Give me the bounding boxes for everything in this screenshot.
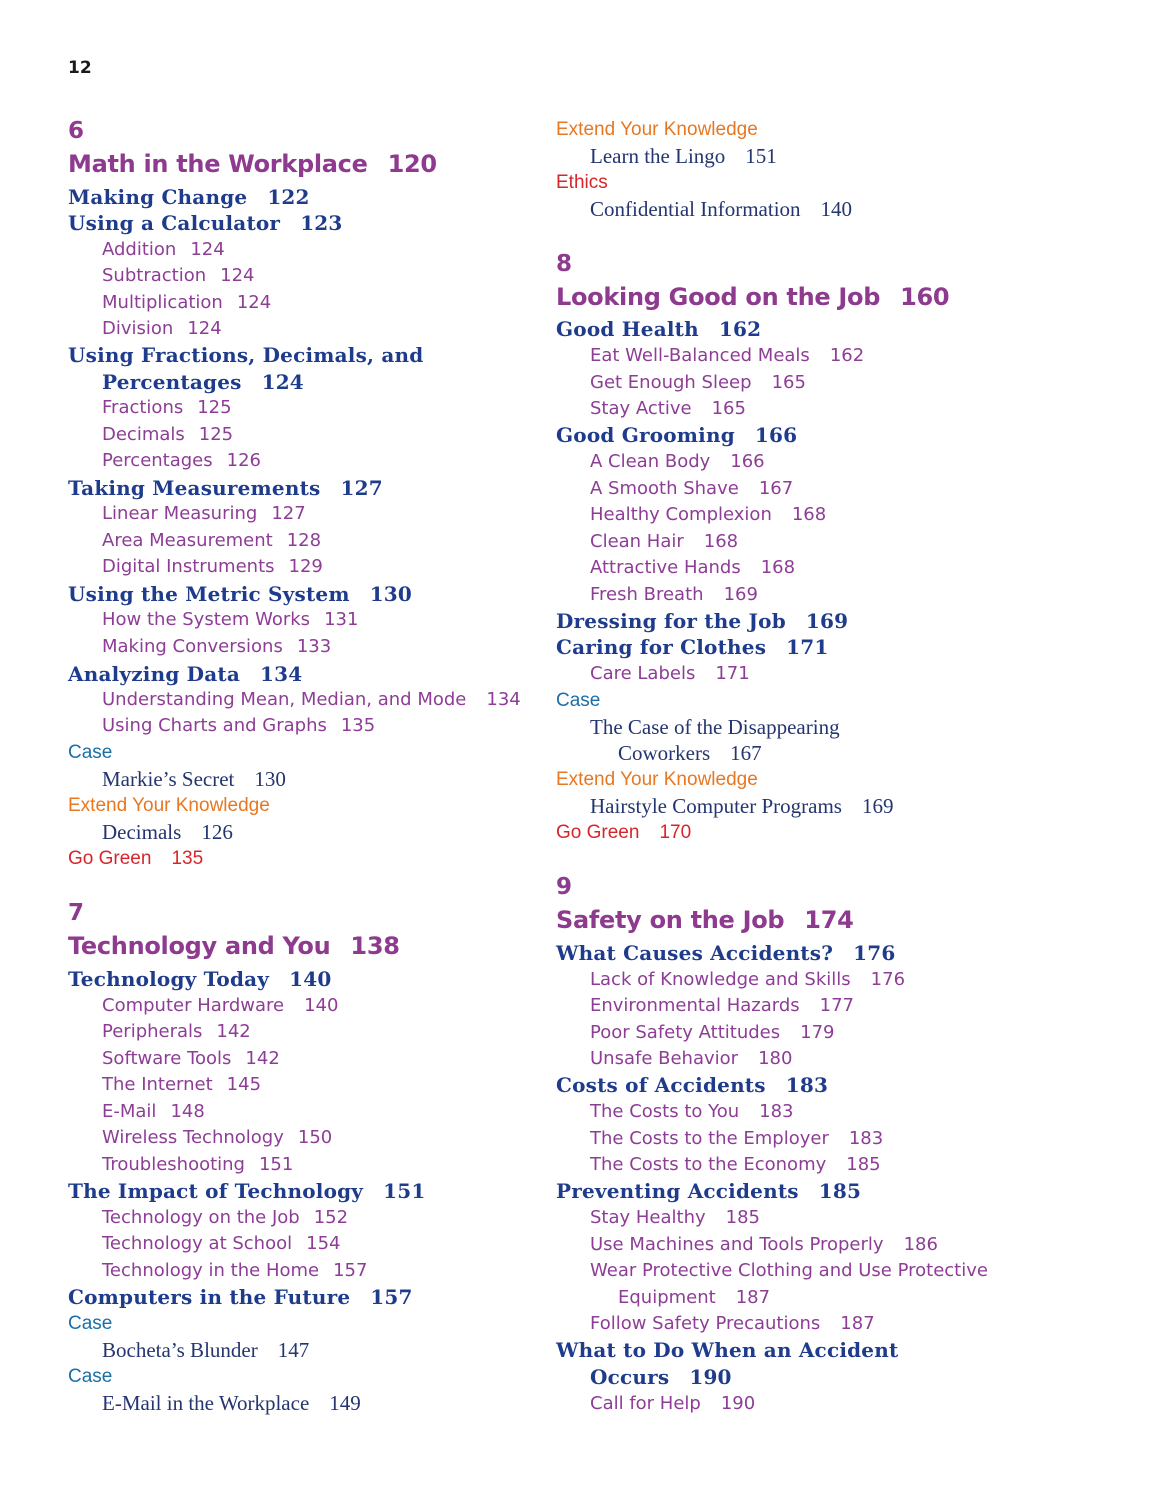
subsection-title: Environmental Hazards [590,995,800,1016]
subsection-page: 190 [720,1393,756,1414]
feature-page: 170 [659,822,692,843]
section-title: Preventing Accidents [556,1179,799,1203]
section-title: Dressing for the Job [556,609,786,633]
section-page: 130 [369,582,413,606]
feature-title: Coworkers [618,741,711,765]
subsection-page: 183 [848,1128,884,1149]
section-metric[interactable] [68,582,412,606]
feature-extend-label: Extend Your Knowledge [556,119,758,140]
subsection-item[interactable] [590,1260,988,1281]
subsection-title: Follow Safety Precautions [590,1313,821,1334]
feature-page: 140 [820,197,853,221]
subsection-page: 134 [486,689,521,710]
subsection-item[interactable] [102,530,321,551]
subsection-page: 166 [730,451,765,472]
subsection-page: 167 [758,478,794,499]
subsection-item[interactable] [590,504,826,525]
section-title: Analyzing Data [68,662,240,686]
subsection-page: 124 [190,239,225,260]
section-title: Good Health [556,317,699,341]
feature-title: Learn the Lingo [590,144,726,168]
feature-page: 167 [730,741,762,765]
subsection-title: Wear Protective Clothing and Use Protective [590,1260,988,1281]
subsection-title: Understanding Mean, Median, and Mode [102,689,467,710]
subsection-item[interactable] [590,372,806,393]
subsection-item[interactable] [102,1127,332,1148]
section-page: 183 [785,1073,829,1097]
subsection-page: 157 [333,1260,368,1281]
subsection-page: 152 [313,1207,349,1228]
section-good-health[interactable] [556,317,761,341]
feature-case-label: Case [556,690,601,711]
feature-page: 147 [277,1338,310,1362]
chapter-7-title[interactable] [68,932,400,960]
feature-ethics-title[interactable] [590,197,852,222]
section-page: 190 [689,1365,732,1389]
feature-case-label: Case [68,742,113,763]
subsection-title: Use Machines and Tools Properly [590,1234,884,1255]
subsection-page: 169 [723,584,758,605]
subsection-title: Poor Safety Attitudes [590,1022,781,1043]
subsection-item[interactable] [590,531,738,552]
subsection-item[interactable] [102,1021,251,1042]
feature-page: 135 [171,848,204,869]
subsection-page: 126 [226,450,261,471]
section-page: 122 [267,185,310,209]
feature-extend-label: Extend Your Knowledge [556,769,758,790]
subsection-title: Attractive Hands [590,557,741,578]
subsection-title: Care Labels [590,663,696,684]
subsection-page: 168 [703,531,739,552]
subsection-page: 125 [198,424,234,445]
subsection-item[interactable] [102,995,338,1016]
subsection-page: 162 [829,345,865,366]
subsection-page: 180 [758,1048,793,1069]
subsection-item[interactable] [102,450,261,471]
subsection-page: 124 [187,318,222,339]
feature-label: Go Green [556,822,640,843]
subsection-item[interactable] [102,1233,340,1254]
subsection-title: Digital Instruments [102,556,275,577]
feature-page: 126 [201,820,233,844]
subsection-page: 142 [216,1021,251,1042]
section-title: Using the Metric System [68,582,350,606]
subsection-page: 150 [297,1127,333,1148]
feature-case-title-continued[interactable] [618,741,762,766]
section-accident-occurs[interactable] [556,1338,898,1362]
chapter-page: 174 [804,906,854,934]
subsection-item[interactable] [102,397,232,418]
feature-title: Decimals [102,820,182,844]
section-title: What to Do When an Accident [556,1338,899,1362]
feature-case-title[interactable] [590,715,840,740]
chapter-page: 120 [387,150,437,178]
subsection-page: 165 [771,372,806,393]
subsection-title: Stay Active [590,398,692,419]
subsection-item[interactable] [590,1207,760,1228]
subsection-page: 124 [236,292,272,313]
subsection-item[interactable] [102,265,254,286]
subsection-page: 148 [170,1101,205,1122]
section-title: Computers in the Future [68,1285,351,1309]
subsection-page: 125 [197,397,232,418]
section-accident-occurs-continued[interactable] [590,1365,732,1389]
subsection-item[interactable] [102,1207,348,1228]
subsection-item[interactable] [102,715,375,736]
section-page: 134 [259,662,303,686]
subsection-page: 179 [800,1022,835,1043]
subsection-title: Subtraction [102,265,207,286]
section-fractions-continued[interactable] [102,370,304,394]
subsection-title: E-Mail [102,1101,157,1122]
subsection-title: Using Charts and Graphs [102,715,327,736]
subsection-page: 183 [759,1101,794,1122]
section-caring-clothes[interactable] [556,635,829,659]
subsection-title: Troubleshooting [102,1154,245,1175]
feature-case-title[interactable] [102,1391,361,1416]
feature-extend-title[interactable] [590,144,777,169]
subsection-page: 133 [296,636,332,657]
subsection-item[interactable] [590,995,854,1016]
subsection-item[interactable] [102,503,306,524]
subsection-title: Lack of Knowledge and Skills [590,969,851,990]
feature-title: Bocheta’s Blunder [102,1338,258,1362]
subsection-title: How the System Works [102,609,311,630]
feature-extend-title[interactable] [590,794,893,819]
subsection-title: A Clean Body [590,451,711,472]
chapter-title-text: Safety on the Job [556,906,785,934]
subsection-title: The Costs to the Economy [590,1154,827,1175]
feature-label: Go Green [68,848,152,869]
subsection-page: 165 [711,398,746,419]
section-future[interactable] [68,1285,413,1309]
subsection-page: 171 [715,663,750,684]
subsection-page: 168 [760,557,796,578]
feature-ethics-label: Ethics [556,172,608,193]
section-causes[interactable] [556,941,895,965]
feature-case-title[interactable] [102,1338,309,1363]
feature-case-title[interactable] [102,767,286,792]
subsection-title: Unsafe Behavior [590,1048,739,1069]
subsection-title: The Costs to You [590,1101,740,1122]
subsection-page: 154 [306,1233,341,1254]
feature-title: Hairstyle Computer Programs [590,794,842,818]
subsection-page: 129 [288,556,323,577]
subsection-title: Fractions [102,397,184,418]
section-title: Using Fractions, Decimals, and [68,343,424,367]
subsection-title: A Smooth Shave [590,478,739,499]
chapter-9-title[interactable] [556,906,854,934]
subsection-title: Healthy Complexion [590,504,772,525]
section-title: What Causes Accidents? [556,941,834,965]
section-page: 151 [383,1179,426,1203]
subsection-page: 186 [903,1234,938,1255]
feature-extend-label: Extend Your Knowledge [68,795,270,816]
chapter-7-number: 7 [68,900,85,926]
section-preventing[interactable] [556,1179,861,1203]
chapter-8-title[interactable] [556,283,949,311]
subsection-title: Multiplication [102,292,223,313]
section-title: Making Change [68,185,248,209]
feature-extend-title[interactable] [102,820,233,845]
subsection-title: Clean Hair [590,531,684,552]
section-page: 124 [261,370,304,394]
section-page: 123 [300,211,343,235]
section-title: Occurs [590,1365,670,1389]
subsection-page: 177 [819,995,854,1016]
subsection-item-continued[interactable] [618,1287,770,1308]
subsection-page: 131 [324,609,359,630]
subsection-item[interactable] [590,1048,792,1069]
subsection-title: The Costs to the Employer [590,1128,829,1149]
section-making-change[interactable] [68,185,310,209]
subsection-item[interactable] [102,239,225,260]
section-title: Good Grooming [556,423,735,447]
section-page: 176 [853,941,896,965]
subsection-item[interactable] [102,1154,293,1175]
section-page: 185 [818,1179,862,1203]
section-title: Technology Today [68,967,270,991]
subsection-item[interactable] [102,689,521,710]
subsection-page: 185 [725,1207,761,1228]
subsection-item[interactable] [590,1154,881,1175]
subsection-title: Addition [102,239,177,260]
section-title: Taking Measurements [68,476,321,500]
section-page: 157 [370,1285,413,1309]
feature-page: 149 [329,1391,361,1415]
subsection-title: Division [102,318,174,339]
section-page: 162 [718,317,762,341]
subsection-title: Stay Healthy [590,1207,706,1228]
subsection-item[interactable] [102,1101,205,1122]
feature-title: Confidential Information [590,197,801,221]
subsection-item[interactable] [590,1393,755,1414]
section-good-grooming[interactable] [556,423,797,447]
subsection-item[interactable] [590,969,905,990]
subsection-page: 168 [791,504,827,525]
subsection-title: Eat Well-Balanced Meals [590,345,810,366]
subsection-item[interactable] [102,556,323,577]
subsection-page: 127 [271,503,306,524]
chapter-9-number: 9 [556,874,573,900]
subsection-item[interactable] [590,1022,834,1043]
subsection-title: Decimals [102,424,185,445]
subsection-page: 124 [220,265,255,286]
subsection-title: Technology on the Job [102,1207,300,1228]
subsection-item[interactable] [590,557,795,578]
section-page: 127 [340,476,383,500]
subsection-title: Percentages [102,450,213,471]
subsection-page: 135 [340,715,376,736]
subsection-title: The Internet [102,1074,213,1095]
subsection-item[interactable] [102,1048,280,1069]
subsection-title: Technology in the Home [102,1260,320,1281]
subsection-page: 176 [870,969,906,990]
subsection-title: Wireless Technology [102,1127,284,1148]
section-title: Costs of Accidents [556,1073,766,1097]
subsection-item[interactable] [590,1101,794,1122]
subsection-page: 142 [245,1048,280,1069]
subsection-item[interactable] [102,1074,261,1095]
subsection-item[interactable] [590,1234,938,1255]
section-page: 169 [805,609,849,633]
subsection-title: Call for Help [590,1393,701,1414]
feature-case-label: Case [68,1313,113,1334]
subsection-title: Computer Hardware [102,995,285,1016]
subsection-item[interactable] [590,398,746,419]
subsection-item[interactable] [102,1260,367,1281]
subsection-item[interactable] [102,424,233,445]
subsection-title: Get Enough Sleep [590,372,752,393]
chapter-8-number: 8 [556,251,573,277]
subsection-title: Fresh Breath [590,584,704,605]
subsection-title: Area Measurement [102,530,273,551]
feature-page: 151 [745,144,777,168]
section-data[interactable] [68,662,302,686]
chapter-page: 160 [900,283,950,311]
feature-go-green[interactable] [556,822,691,844]
feature-page: 130 [254,767,286,791]
subsection-item[interactable] [102,636,331,657]
section-title: Using a Calculator [68,211,281,235]
chapter-6-title[interactable] [68,150,437,178]
subsection-item[interactable] [590,584,758,605]
chapter-title-text: Technology and You [68,932,331,960]
subsection-item[interactable] [102,292,271,313]
feature-case-label: Case [68,1366,113,1387]
subsection-item[interactable] [102,318,222,339]
section-page: 166 [754,423,798,447]
section-title: The Impact of Technology [68,1179,364,1203]
chapter-title-text: Looking Good on the Job [556,283,881,311]
subsection-item[interactable] [102,609,358,630]
subsection-title: Linear Measuring [102,503,258,524]
subsection-title: Equipment [618,1287,716,1308]
feature-page: 169 [861,794,894,818]
subsection-page: 185 [846,1154,881,1175]
subsection-item[interactable] [590,663,750,684]
section-title: Caring for Clothes [556,635,767,659]
subsection-title: Software Tools [102,1048,232,1069]
section-measurements[interactable] [68,476,383,500]
section-page: 171 [786,635,829,659]
subsection-title: Technology at School [102,1233,293,1254]
section-calculator[interactable] [68,211,343,235]
section-title: Percentages [102,370,242,394]
feature-go-green[interactable] [68,848,203,870]
feature-title: E-Mail in the Workplace [102,1391,310,1415]
chapter-6-number: 6 [68,118,85,144]
page-number: 12 [68,58,92,78]
subsection-item[interactable] [590,1128,883,1149]
subsection-item[interactable] [590,451,765,472]
subsection-item[interactable] [590,478,793,499]
section-page: 140 [289,967,332,991]
chapter-title-text: Math in the Workplace [68,150,368,178]
chapter-page: 138 [350,932,400,960]
subsection-page: 187 [840,1313,875,1334]
subsection-page: 128 [286,530,322,551]
subsection-item[interactable] [590,1313,875,1334]
section-impact[interactable] [68,1179,425,1203]
subsection-page: 145 [226,1074,262,1095]
subsection-item[interactable] [590,345,864,366]
subsection-page: 151 [258,1154,294,1175]
feature-title: Markie’s Secret [102,767,235,791]
section-technology-today[interactable] [68,967,331,991]
section-costs[interactable] [556,1073,828,1097]
subsection-title: Making Conversions [102,636,283,657]
section-dressing[interactable] [556,609,848,633]
subsection-title: Peripherals [102,1021,203,1042]
subsection-page: 140 [304,995,339,1016]
section-fractions[interactable] [68,343,423,367]
feature-title: The Case of the Disappearing [590,715,840,739]
subsection-page: 187 [735,1287,771,1308]
